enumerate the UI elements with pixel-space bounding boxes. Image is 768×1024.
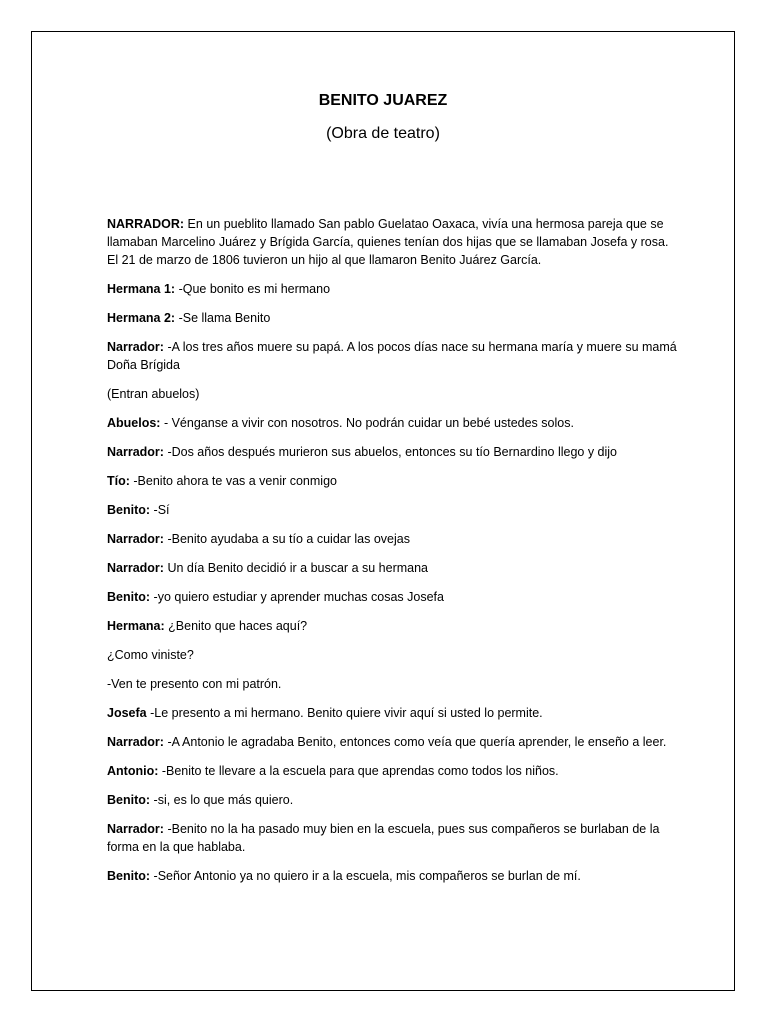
- document-page: [31, 31, 735, 991]
- dialogue-paragraph: [107, 280, 677, 298]
- speaker-label: Benito:: [107, 590, 151, 604]
- dialogue-text: En un pueblito llamado San pablo Guelatao Oaxaca, vivía una hermosa pareja que se llamaban Marcelino Juárez y Brígida García, quienes tenían dos hijas que se llamaban Josefa y rosa. El 21 de marzo de 1806 tuvieron un hijo al que llamaron Benito Juárez García.: [107, 217, 669, 267]
- dialogue-paragraph: [107, 791, 677, 809]
- speaker-label: Hermana 2:: [107, 311, 176, 325]
- speaker-label: Narrador:: [107, 340, 164, 354]
- dialogue-paragraph: [107, 414, 677, 432]
- dialogue-paragraph: [107, 309, 677, 327]
- dialogue-text: -Dos años después murieron sus abuelos, entonces su tío Bernardino llego y dijo: [163, 445, 618, 459]
- dialogue-paragraph: [107, 338, 677, 374]
- dialogue-text: -Que bonito es mi hermano: [175, 282, 331, 296]
- speaker-label: Hermana:: [107, 619, 165, 633]
- speaker-label: Benito:: [107, 503, 151, 517]
- speaker-label: Hermana 1:: [107, 282, 176, 296]
- speaker-label: Josefa: [107, 706, 147, 720]
- dialogue-paragraph: [107, 675, 677, 693]
- dialogue-paragraph: [107, 215, 677, 269]
- dialogue-paragraph: [107, 472, 677, 490]
- document-title: BENITO JUAREZ: [318, 92, 448, 109]
- speaker-label: Narrador:: [107, 532, 164, 546]
- speaker-label: Benito:: [107, 869, 151, 883]
- speaker-label: Antonio:: [107, 764, 159, 778]
- dialogue-paragraph: [107, 646, 677, 664]
- dialogue-paragraph: [107, 820, 677, 856]
- dialogue-text: -Le presento a mi hermano. Benito quiere vivir aquí si usted lo permite.: [146, 706, 543, 720]
- dialogue-text: -Benito ahora te vas a venir conmigo: [129, 474, 337, 488]
- speaker-label: Narrador:: [107, 445, 164, 459]
- dialogue-paragraph: [107, 588, 677, 606]
- dialogue-text: ¿Benito que haces aquí?: [164, 619, 308, 633]
- dialogue-text: -Benito te llevare a la escuela para que aprendas como todos los niños.: [158, 764, 559, 778]
- dialogue-paragraph: [107, 704, 677, 722]
- dialogue-paragraph: [107, 559, 677, 577]
- dialogue-text: ¿Como viniste?: [107, 648, 194, 662]
- dialogue-text: - Vénganse a vivir con nosotros. No podrán cuidar un bebé ustedes solos.: [160, 416, 574, 430]
- dialogue-paragraph: [107, 617, 677, 635]
- speaker-label: NARRADOR:: [107, 217, 185, 231]
- dialogue-text: -Sí: [150, 503, 170, 517]
- dialogue-paragraph: [107, 733, 677, 751]
- dialogue-text: -yo quiero estudiar y aprender muchas cosas Josefa: [150, 590, 444, 604]
- dialogue-paragraph: [107, 530, 677, 548]
- dialogue-text: -A los tres años muere su papá. A los pocos días nace su hermana maría y muere su mamá Doña Brígida: [107, 340, 677, 372]
- speaker-label: Narrador:: [107, 735, 164, 749]
- dialogue-text: -Señor Antonio ya no quiero ir a la escuela, mis compañeros se burlan de mí.: [150, 869, 581, 883]
- speaker-label: Benito:: [107, 793, 151, 807]
- dialogue-text: -Ven te presento con mi patrón.: [107, 677, 282, 691]
- dialogue-paragraph: [107, 443, 677, 461]
- dialogue-text: -si, es lo que más quiero.: [150, 793, 294, 807]
- speaker-label: Narrador:: [107, 561, 164, 575]
- dialogue-text: -A Antonio le agradaba Benito, entonces como veía que quería aprender, le enseño a leer.: [163, 735, 667, 749]
- dialogue-paragraph: [107, 501, 677, 519]
- dialogue-text: (Entran abuelos): [107, 387, 200, 401]
- speaker-label: Abuelos:: [107, 416, 161, 430]
- dialogue-paragraph: [107, 867, 677, 885]
- document-subtitle: (Obra de teatro): [326, 125, 440, 142]
- dialogue-text: Un día Benito decidió ir a buscar a su hermana: [163, 561, 429, 575]
- dialogue-text: -Se llama Benito: [175, 311, 271, 325]
- dialogue-paragraph: [107, 762, 677, 780]
- speaker-label: Narrador:: [107, 822, 164, 836]
- speaker-label: Tío:: [107, 474, 130, 488]
- dialogue-paragraph: [107, 385, 677, 403]
- dialogue-text: -Benito ayudaba a su tío a cuidar las ovejas: [163, 532, 410, 546]
- dialogue-text: -Benito no la ha pasado muy bien en la escuela, pues sus compañeros se burlaban de la forma en la que hablaba.: [107, 822, 660, 854]
- script-body: [107, 215, 677, 896]
